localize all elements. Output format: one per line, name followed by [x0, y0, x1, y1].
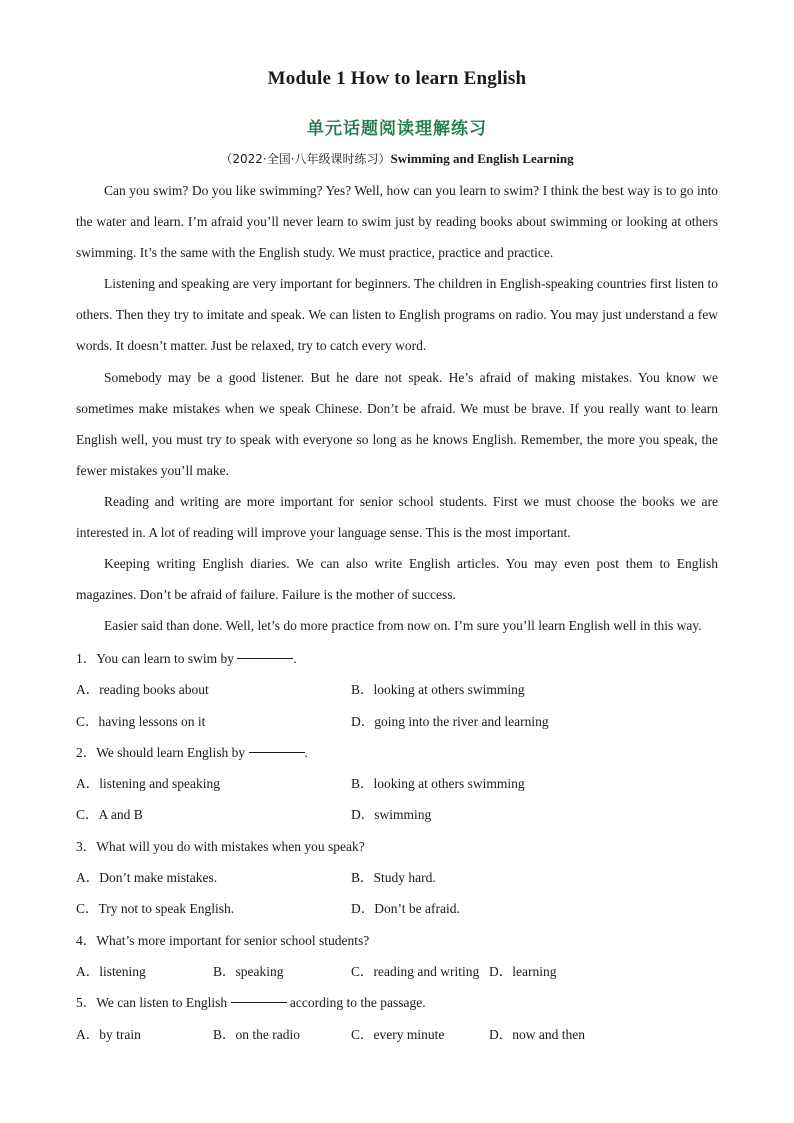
option-row [76, 768, 718, 799]
option-row [76, 799, 718, 830]
option-d: D．going into the river and learning [351, 713, 549, 729]
option-a: A．listening [76, 963, 146, 979]
question-stem: 2．We should learn English by . [76, 744, 308, 760]
answer-blank [237, 657, 293, 659]
passage-title: Swimming and English Learning [390, 151, 574, 166]
option-a: A．reading books about [76, 682, 209, 698]
option-row [76, 862, 718, 893]
reading-passage [76, 175, 718, 641]
question-stem: 5．We can listen to English according to the passage. [76, 995, 426, 1011]
question-list [76, 643, 718, 1050]
option-row [76, 893, 718, 924]
option-d: D．swimming [351, 807, 432, 823]
answer-blank [231, 1001, 287, 1003]
option-c: C．A and B [76, 807, 143, 823]
option-row [76, 1019, 718, 1050]
option-row [76, 674, 718, 705]
option-b: B．on the radio [213, 1026, 300, 1042]
passage-source [0, 150, 794, 167]
passage-paragraph: Reading and writing are more important for senior school students. First we must choose the books we are interested in. A lot of reading will improve your language sense. This is the most important. [76, 493, 718, 541]
passage-paragraph: Easier said than done. Well, let’s do more practice from now on. I’m sure you’ll learn English well in this way. [104, 618, 702, 634]
option-a: A．Don’t make mistakes. [76, 870, 218, 886]
passage-paragraph: Can you swim? Do you like swimming? Yes? Well, how can you learn to swim? I think the best way is to go into the water and learn. I’m afraid you’ll never learn to swim just by reading books about swimming or looking at others swimming. It’s the same with the English study. We must practice, practice and practice. [76, 183, 718, 261]
option-d: D．Don’t be afraid. [351, 901, 460, 917]
passage-paragraph: Keeping writing English diaries. We can also write English articles. You may even post them to English magazines. Don’t be afraid of failure. Failure is the mother of success. [76, 556, 718, 603]
option-a: A．by train [76, 1026, 141, 1042]
option-c: C．every minute [351, 1026, 445, 1042]
option-b: B．looking at others swimming [351, 776, 525, 792]
passage-paragraph: Somebody may be a good listener. But he dare not speak. He’s afraid of making mistakes. You know we sometimes make mistakes when we speak Chinese. Don’t be afraid. We must be brave. If you really want to learn English well, you must try to speak with everyone so long as he knows English. Remember, the more you speak, the fewer mistakes you’ll make. [76, 369, 718, 478]
question-stem: 4．What’s more important for senior school students? [76, 932, 370, 948]
option-row [76, 706, 718, 737]
option-c: C．having lessons on it [76, 713, 206, 729]
question-stem: 3．What will you do with mistakes when you speak? [76, 838, 365, 854]
answer-blank [249, 751, 305, 753]
option-c: C．reading and writing [351, 963, 480, 979]
option-row [76, 956, 718, 987]
option-b: B．speaking [213, 963, 284, 979]
option-a: A．listening and speaking [76, 776, 220, 792]
option-c: C．Try not to speak English. [76, 901, 235, 917]
passage-paragraph: Listening and speaking are very important for beginners. The children in English-speaking countries first listen to others. Then they try to imitate and speak. We can listen to English programs on radio. You may just understand a few words. It doesn’t matter. Just be relaxed, try to catch every word. [76, 276, 718, 354]
option-d: D．learning [489, 963, 557, 979]
option-d: D．now and then [489, 1026, 585, 1042]
option-b: B．Study hard. [351, 870, 436, 886]
question-stem: 1．You can learn to swim by . [76, 651, 297, 666]
option-b: B．looking at others swimming [351, 682, 525, 698]
source-origin: （2022·全国·八年级课时练习） [220, 152, 391, 166]
page-subtitle: 单元话题阅读理解练习 [307, 119, 487, 139]
page-title: Module 1 How to learn English [267, 68, 527, 89]
